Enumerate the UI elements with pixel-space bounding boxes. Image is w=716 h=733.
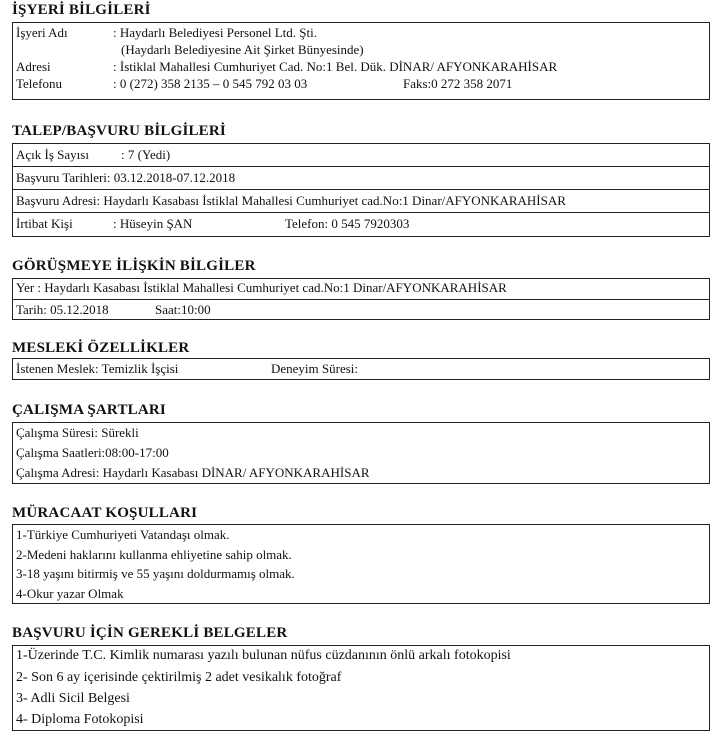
calisma-line xyxy=(13,423,709,443)
mesleki-row xyxy=(13,359,709,379)
gorusme-time: Saat:10:00 xyxy=(155,302,211,317)
isyeri-name-label: İşyeri Adı xyxy=(16,25,68,40)
isyeri-address-label: Adresi xyxy=(16,59,51,74)
isyeri-address-value: : İstiklal Mahallesi Cumhuriyet Cad. No:1 Bel. Dük. DİNAR/ AFYONKARAHİSAR xyxy=(113,59,558,74)
talep-open-jobs-value: : 7 (Yedi) xyxy=(121,147,171,162)
isyeri-phone-value: : 0 (272) 358 2135 – 0 545 792 03 03 xyxy=(113,76,308,91)
list-item xyxy=(13,564,709,584)
talep-address: Başvuru Adresi: Haydarlı Kasabası İstiklal Mahallesi Cumhuriyet cad.No:1 Dinar/AFYONKARAHİSAR xyxy=(16,193,566,208)
muracaat-item-2: 2-Medeni haklarını kullanma ehliyetine sahip olmak. xyxy=(16,546,292,562)
belgeler-title: BAŞVURU İÇİN GEREKLİ BELGELER xyxy=(12,625,288,641)
muracaat-box xyxy=(12,524,710,604)
talep-open-jobs-label: Açık İş Sayısı xyxy=(16,147,89,162)
belgeler-box xyxy=(12,645,710,731)
isyeri-box xyxy=(12,22,710,100)
talep-contact-label: İrtibat Kişi xyxy=(16,216,73,231)
talep-title: TALEP/BAŞVURU BİLGİLERİ xyxy=(12,123,226,139)
mesleki-title: MESLEKİ ÖZELLİKLER xyxy=(12,340,190,356)
isyeri-name-row2 xyxy=(13,41,709,58)
isyeri-name-value: : Haydarlı Belediyesi Personel Ltd. Şti. xyxy=(113,25,317,40)
isyeri-fax: Faks:0 272 358 2071 xyxy=(403,76,513,91)
muracaat-item-3: 3-18 yaşını bitirmiş ve 55 yaşını doldurmamış olmak. xyxy=(16,566,295,581)
belgeler-item-2: 2- Son 6 ay içerisinde çektirilmiş 2 adet vesikalık fotoğraf xyxy=(16,670,342,685)
calisma-hours: Çalışma Saatleri:08:00-17:00 xyxy=(16,445,169,460)
list-item xyxy=(13,646,709,667)
isyeri-name-row xyxy=(13,24,709,41)
calisma-box xyxy=(12,422,710,484)
list-item xyxy=(13,667,709,688)
isyeri-address-row xyxy=(13,58,709,75)
talep-address-row xyxy=(13,190,709,213)
gorusme-box xyxy=(12,278,710,320)
belgeler-item-1: 1-Üzerinde T.C. Kimlik numarası yazılı bulunan nüfus cüzdanının önlü arkalı fotokopisi xyxy=(16,648,511,663)
calisma-address: Çalışma Adresi: Haydarlı Kasabası DİNAR/ AFYONKARAHİSAR xyxy=(16,465,370,480)
calisma-title: ÇALIŞMA ŞARTLARI xyxy=(12,402,166,418)
calisma-duration: Çalışma Süresi: Sürekli xyxy=(16,425,139,440)
isyeri-title: İŞYERİ BİLGİLERİ xyxy=(12,2,151,18)
isyeri-phone-label: Telefonu xyxy=(16,76,63,91)
muracaat-item-4: 4-Okur yazar Olmak xyxy=(16,585,124,601)
talep-open-jobs-row xyxy=(13,144,709,167)
isyeri-phone-row xyxy=(13,75,709,92)
talep-dates: Başvuru Tarihleri: 03.12.2018-07.12.2018 xyxy=(16,170,236,185)
list-item xyxy=(13,545,709,565)
belgeler-item-3: 3- Adli Sicil Belgesi xyxy=(16,691,130,706)
list-item xyxy=(13,525,709,545)
muracaat-title: MÜRACAAT KOŞULLARI xyxy=(12,505,198,521)
mesleki-profession: İstenen Meslek: Temizlik İşçisi xyxy=(16,361,179,376)
calisma-line xyxy=(13,463,709,483)
isyeri-name-value2: (Haydarlı Belediyesine Ait Şirket Bünyesinde) xyxy=(121,42,364,57)
gorusme-place-row xyxy=(13,279,709,300)
calisma-line xyxy=(13,443,709,463)
list-item xyxy=(13,584,709,604)
talep-contact-phone: Telefon: 0 545 7920303 xyxy=(285,216,410,231)
talep-contact-value: : Hüseyin ŞAN xyxy=(113,216,193,231)
talep-box xyxy=(12,143,710,237)
muracaat-item-1: 1-Türkiye Cumhuriyeti Vatandaşı olmak. xyxy=(16,527,230,542)
list-item xyxy=(13,709,709,730)
gorusme-date-row xyxy=(13,300,709,320)
gorusme-title: GÖRÜŞMEYE İLİŞKİN BİLGİLER xyxy=(12,258,256,274)
belgeler-item-4: 4- Diploma Fotokopisi xyxy=(16,712,144,727)
list-item xyxy=(13,688,709,709)
mesleki-experience: Deneyim Süresi: xyxy=(271,361,359,376)
gorusme-place: Yer : Haydarlı Kasabası İstiklal Mahallesi Cumhuriyet cad.No:1 Dinar/AFYONKARAHİSAR xyxy=(16,280,507,295)
gorusme-date: Tarih: 05.12.2018 xyxy=(16,302,109,317)
talep-dates-row xyxy=(13,167,709,190)
talep-contact-row xyxy=(13,213,709,235)
mesleki-box xyxy=(12,358,710,380)
